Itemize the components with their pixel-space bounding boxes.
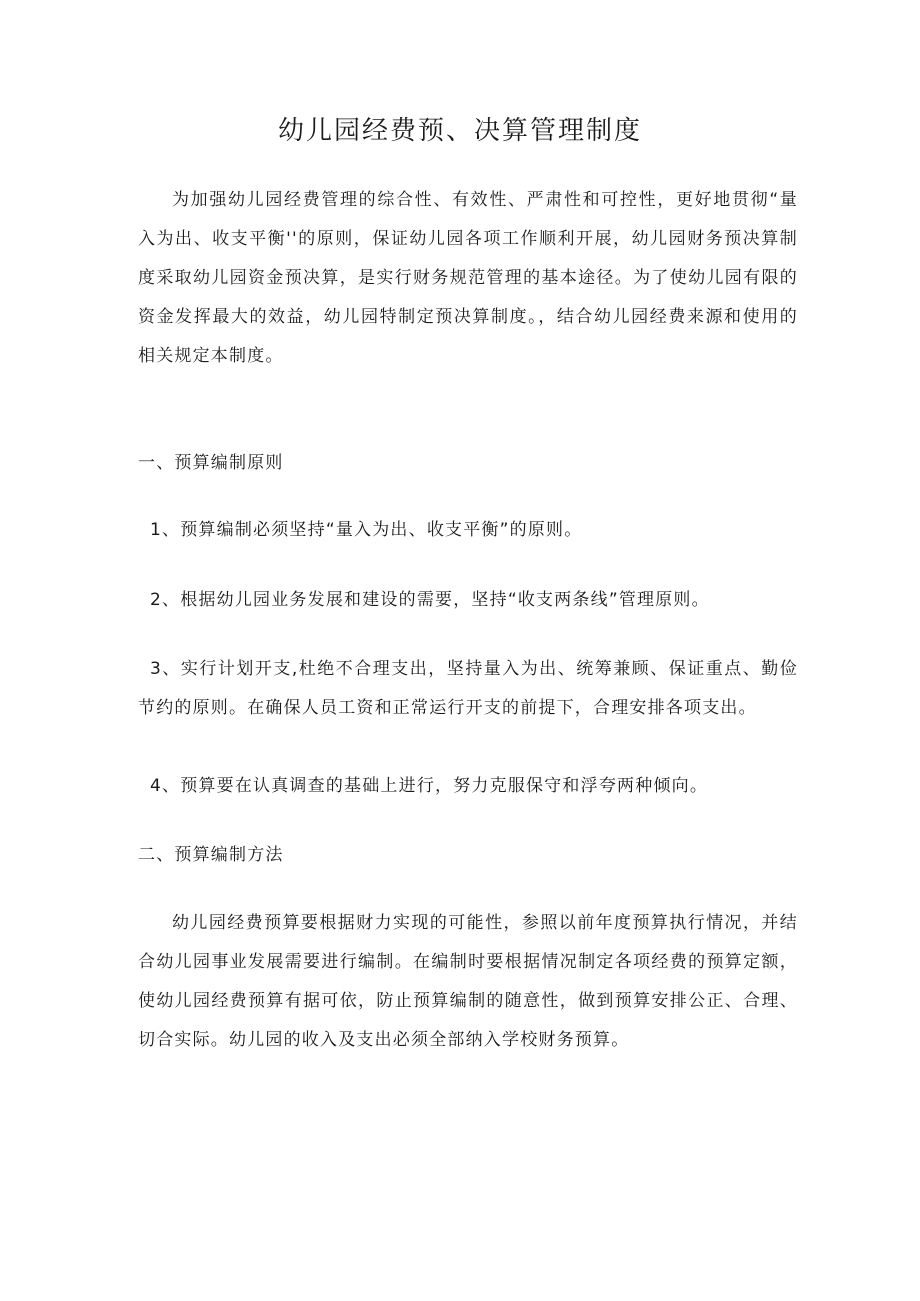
section1-item-2: 2、根据幼儿园业务发展和建设的需要，坚持“收支两条线”管理原则。: [150, 590, 710, 610]
section1-heading: 一、预算编制原则: [138, 453, 284, 473]
section1-item-4: 4、预算要在认真调查的基础上进行，努力克服保守和浮夸两种倾向。: [150, 776, 709, 796]
intro-paragraph: 为加强幼儿园经费管理的综合性、有效性、严肃性和可控性，更好地贯彻“量入为出、收支平衡''的原则，保证幼儿园各项工作顺利开展，幼儿园财务预决算制度采取幼儿园资金预决算，是实行财务规范管理的基本途径。为了使幼儿园有限的资金发挥最大的效益，幼儿园特制定预决算制度。，结合幼儿园经费来源和使用的相关规定本制度。: [138, 190, 798, 366]
section1-item-3: 3、实行计划开支,杜绝不合理支出，坚持量入为出、统筹兼顾、保证重点、勤俭节约的原则。在确保人员工资和正常运行开支的前提下，合理安排各项支出。: [138, 659, 798, 718]
document-title: 幼儿园经费预、决算管理制度: [277, 116, 642, 146]
section2-paragraph: 幼儿园经费预算要根据财力实现的可能性，参照以前年度预算执行情况，并结合幼儿园事业发展需要进行编制。在编制时要根据情况制定各项经费的预算定额，使幼儿园经费预算有据可依，防止预算编制的随意性，做到预算安排公正、合理、切合实际。幼儿园的收入及支出必须全部纳入学校财务预算。: [138, 913, 798, 1050]
section1-item-1: 1、预算编制必须坚持“量入为出、收支平衡”的原则。: [150, 520, 583, 540]
section2-heading: 二、预算编制方法: [138, 845, 284, 865]
